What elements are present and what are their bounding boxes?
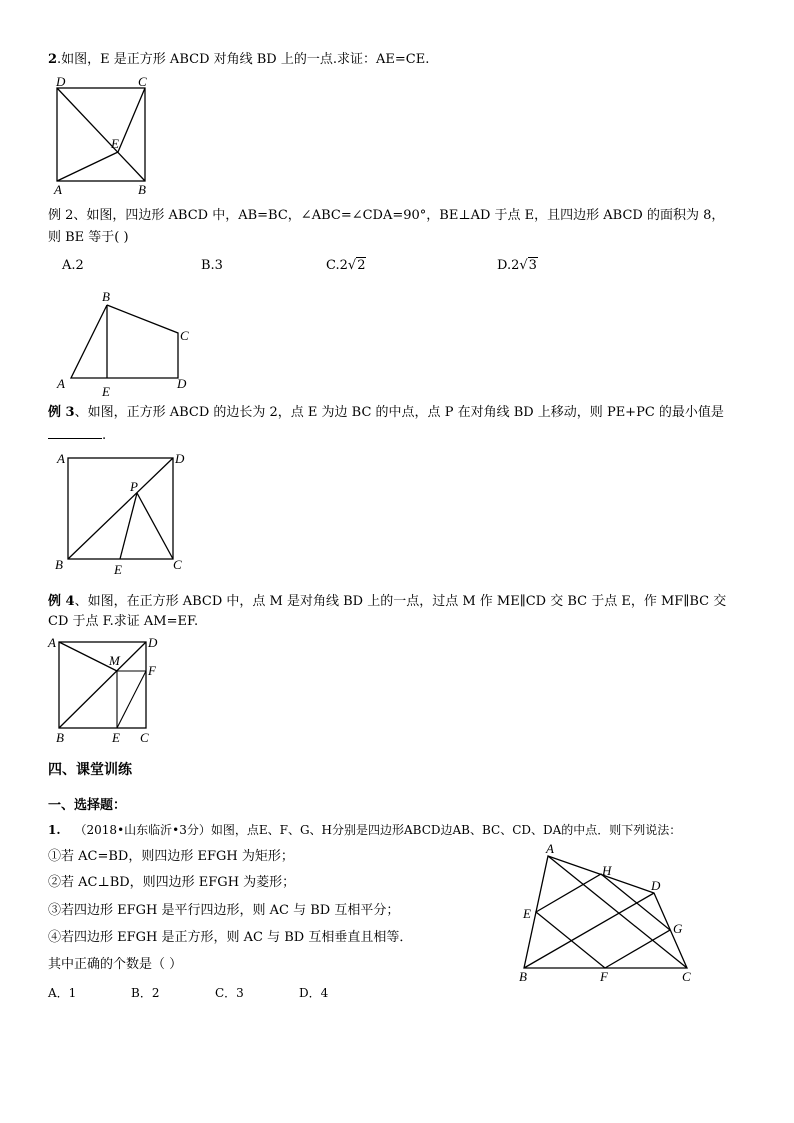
segment-pc: [137, 493, 173, 559]
label-c: C: [173, 557, 182, 572]
label-e: E: [114, 562, 122, 577]
example-3-text: 、如图，正方形 ABCD 的边长为 2，点 E 为边 BC 的中点，点 P 在对角线 BD 上移动，则 PE+PC 的最小值是: [74, 405, 724, 420]
question-1-option-c: C．3: [215, 986, 244, 1000]
sqrt-sign: √: [519, 258, 528, 273]
example-4-line-1: [48, 594, 726, 610]
label-c: C: [140, 730, 149, 745]
problem-2-number: 2: [48, 52, 58, 67]
label-c: C: [682, 969, 691, 984]
label-a: A: [48, 635, 56, 650]
question-1-option-d: D．4: [299, 986, 329, 1000]
label-f: F: [148, 663, 156, 678]
label-e: E: [111, 136, 119, 151]
label-f: F: [600, 969, 608, 984]
statement-3: ③若四边形 EFGH 是平行四边形，则 AC 与 BD 互相平分；: [48, 903, 400, 918]
statement-2: ②若 AC⊥BD，则四边形 EFGH 为菱形；: [48, 875, 296, 890]
example-3-answer-blank: [48, 426, 106, 444]
label-d: D: [651, 878, 661, 893]
example-4-text: 、如图，在正方形 ABCD 中，点 M 是对角线 BD 上的一点，过点 M 作 ME∥CD 交 BC 于点 E，作 MF∥BC 交: [74, 594, 727, 609]
example-3-line-1: [48, 405, 724, 421]
option-c-radicand: 2: [357, 258, 366, 273]
problem-2-statement: [48, 52, 429, 68]
problem-2-text: .如图，E 是正方形 ABCD 对角线 BD 上的一点.求证：AE=CE.: [57, 52, 430, 67]
label-h: H: [602, 863, 612, 878]
label-d: D: [175, 451, 185, 466]
question-1-text: （2018•山东临沂•3分）如图，点E、F、G、H分别是四边形ABCD边AB、BC、CD、DA的中点．则下列说法：: [74, 823, 682, 837]
label-e: E: [112, 730, 120, 745]
option-d-coefficient: D.2: [497, 258, 520, 273]
statement-4: ④若四边形 EFGH 是正方形，则 AC 与 BD 互相垂直且相等．: [48, 930, 413, 945]
label-a: A: [546, 841, 554, 856]
label-b: B: [102, 289, 110, 304]
figure-square-pe-pc: [54, 448, 194, 578]
label-e: E: [523, 906, 531, 921]
figure-square-me-mf: [46, 632, 166, 746]
diagonal-bd: [68, 458, 173, 559]
question-1-ask: 其中正确的个数是（ ）: [48, 957, 183, 972]
example-2-line-2: 则 BE 等于( ): [48, 230, 129, 245]
option-c-coefficient: C.2: [326, 258, 348, 273]
question-1-option-a: A．1: [48, 986, 77, 1000]
diagonal-bd: [59, 642, 146, 728]
section-4-title: 四、课堂训练: [48, 762, 132, 778]
question-1-option-b: B．2: [131, 986, 160, 1000]
figure-square-abcd-diagonal: [50, 74, 160, 198]
label-d: D: [177, 376, 187, 391]
label-b: B: [138, 182, 146, 197]
label-b: B: [55, 557, 63, 572]
sqrt-sign: √: [347, 258, 357, 273]
mc-section-title: 一、选择题：: [48, 798, 127, 813]
segment-ae: [57, 152, 118, 181]
quadrilateral-efgh: [536, 874, 670, 968]
label-d: D: [148, 635, 158, 650]
segment-ce: [118, 88, 145, 152]
label-p: P: [130, 479, 138, 494]
segment-ef: [117, 671, 146, 728]
diagonal-bd: [524, 893, 654, 968]
mc-question-1: [48, 822, 681, 838]
segment-pe: [120, 493, 137, 559]
answer-blank-line: [48, 426, 102, 439]
label-a: A: [57, 451, 65, 466]
option-d-radicand: 3: [528, 258, 537, 273]
label-a: A: [57, 376, 65, 391]
example-2-option-d: [497, 258, 538, 274]
label-a: A: [54, 182, 62, 197]
diagonal-ac: [548, 856, 687, 968]
figure-midpoint-quadrilateral: [510, 842, 700, 987]
question-1-number: 1.: [48, 823, 61, 837]
blank-end-period: .: [102, 428, 107, 443]
label-b: B: [56, 730, 64, 745]
label-m: M: [109, 653, 120, 668]
label-c: C: [180, 328, 189, 343]
example-4-line-2: CD 于点 F.求证 AM=EF.: [48, 614, 199, 629]
example-2-option-a: A.2: [62, 258, 84, 273]
example-4-head: 例 4: [48, 594, 75, 609]
example-3-head: 例 3: [48, 405, 75, 420]
quadrilateral-outline: [71, 305, 178, 378]
statement-1: ①若 AC=BD，则四边形 EFGH 为矩形；: [48, 849, 294, 864]
example-2-option-c: [326, 258, 366, 274]
example-2-line-1: 例 2、如图，四边形 ABCD 中，AB=BC，∠ABC=∠CDA=90°，BE⊥AD 于点 E，且四边形 ABCD 的面积为 8，: [48, 208, 725, 223]
figure-quadrilateral-be-perp-ad: [54, 288, 204, 400]
label-e: E: [102, 384, 110, 399]
label-d: D: [56, 74, 66, 89]
example-2-option-b: B.3: [201, 258, 223, 273]
label-c: C: [138, 74, 147, 89]
label-g: G: [673, 921, 683, 936]
diagonal-db: [57, 88, 145, 181]
label-b: B: [519, 969, 527, 984]
